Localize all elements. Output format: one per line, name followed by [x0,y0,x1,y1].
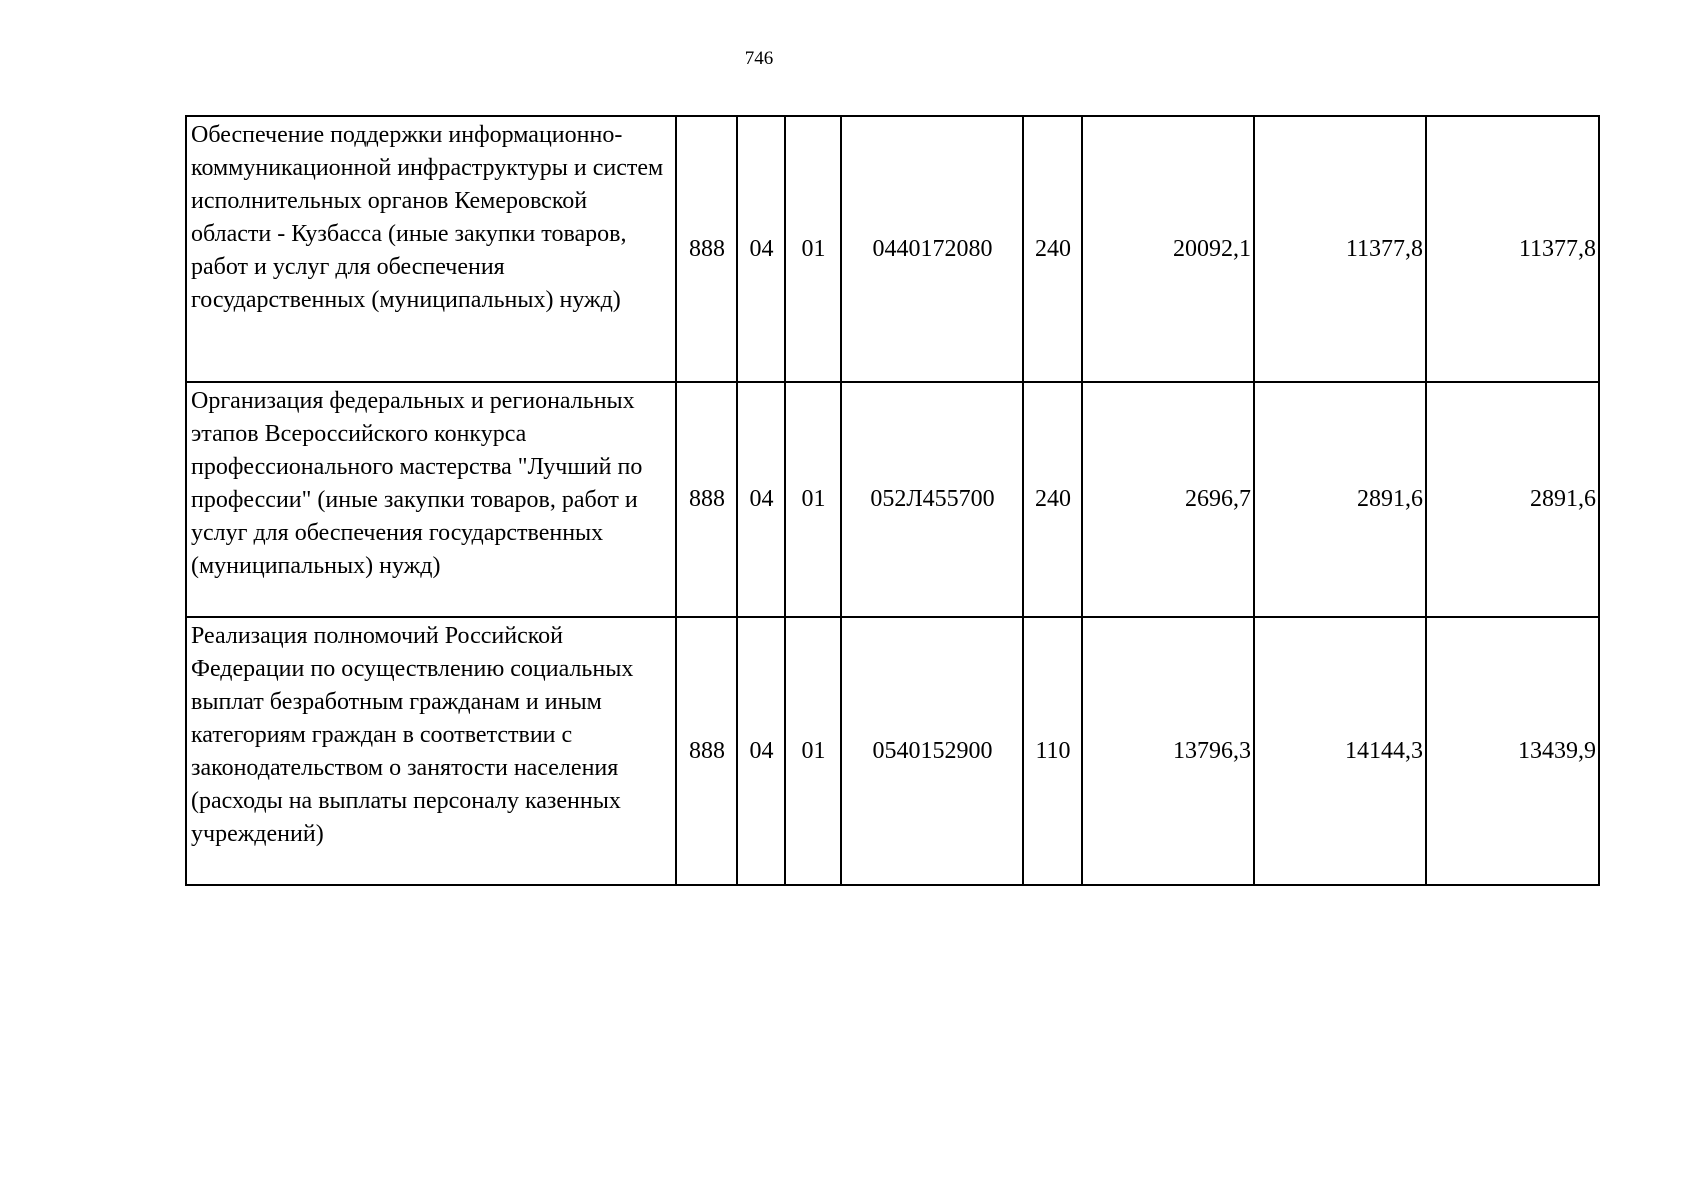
section-code-cell: 04 [737,382,785,617]
table-row [186,617,1599,885]
ministry-code-cell: 888 [676,382,737,617]
amount-year3-cell: 2891,6 [1426,382,1599,617]
section-code-cell: 04 [737,617,785,885]
expense-type-cell: 240 [1023,382,1082,617]
expense-type-cell: 110 [1023,617,1082,885]
amount-year3-cell: 13439,9 [1426,617,1599,885]
expense-name-cell: Обеспечение поддержки информационно-коммуникационной инфраструктуры и систем исполнительных органов Кемеровской области - Кузбасса (иные закупки товаров, работ и услуг для обеспечения государственных (муниципальных) нужд) [186,116,676,382]
section-code-cell: 04 [737,116,785,382]
table-row [186,382,1599,617]
ministry-code-cell: 888 [676,617,737,885]
table-row [186,116,1599,382]
subsection-code-cell: 01 [785,617,841,885]
target-article-cell: 0540152900 [841,617,1023,885]
amount-year2-cell: 14144,3 [1254,617,1426,885]
amount-year3-cell: 11377,8 [1426,116,1599,382]
target-article-cell: 0440172080 [841,116,1023,382]
budget-table [185,115,1600,886]
amount-year1-cell: 2696,7 [1082,382,1254,617]
amount-year1-cell: 13796,3 [1082,617,1254,885]
amount-year2-cell: 11377,8 [1254,116,1426,382]
subsection-code-cell: 01 [785,116,841,382]
subsection-code-cell: 01 [785,382,841,617]
target-article-cell: 052Л455700 [841,382,1023,617]
page-number: 746 [744,48,774,69]
ministry-code-cell: 888 [676,116,737,382]
expense-type-cell: 240 [1023,116,1082,382]
amount-year1-cell: 20092,1 [1082,116,1254,382]
expense-name-cell: Организация федеральных и региональных этапов Всероссийского конкурса профессионального мастерства "Лучший по профессии" (иные закупки товаров, работ и услуг для обеспечения государственных (муниципальных) нужд) [186,382,676,617]
expense-name-cell: Реализация полномочий Российской Федерации по осуществлению социальных выплат безработным гражданам и иным категориям граждан в соответствии с законодательством о занятости населения (расходы на выплаты персоналу казенных учреждений) [186,617,676,885]
amount-year2-cell: 2891,6 [1254,382,1426,617]
